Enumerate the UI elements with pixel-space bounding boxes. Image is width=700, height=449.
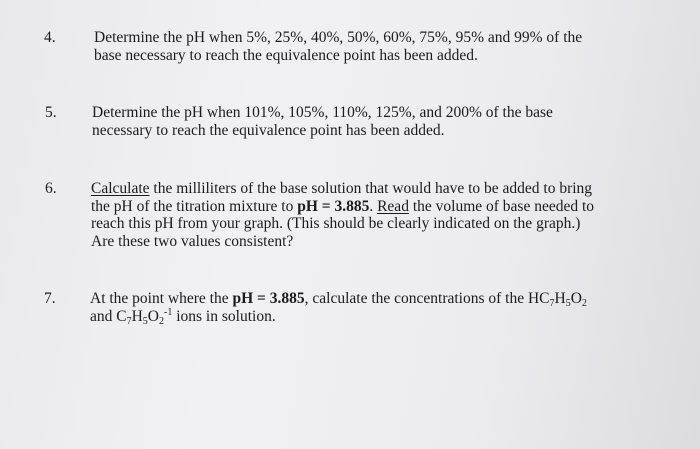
question-line: Are these two values consistent? [91,232,294,250]
underlined-word: Calculate [91,180,150,197]
question-text [91,180,594,250]
question-number: 4. [44,29,56,46]
ph-value: pH = 3.885 [232,290,305,307]
question-line: and $C_7H_5O_2^{-1}$ ions in solution. [90,306,276,327]
question-line: Determine the pH when 101%, 105%, 110%, 125%, and 200% of the base [92,104,553,121]
question-line: At the point where the pH = 3.885, calculate the concentrations of the $HC_7H_5O_2$ [90,290,587,309]
question-line: Calculate the milliliters of the base solution that would have to be added to bring [91,180,593,197]
question-line: reach this pH from your graph. (This should be clearly indicated on the graph.) [91,215,581,232]
question-line: necessary to reach the equivalence point has been added. [92,121,445,139]
question-line: the pH of the titration mixture to pH = 3.885. Read the volume of base needed to [91,197,595,215]
question-number: 5. [45,104,57,121]
question-line: base necessary to reach the equivalence point has been added. [94,46,478,64]
question-line: Determine the pH when 5%, 25%, 40%, 50%, 60%, 75%, 95% and 99% of the [94,29,583,46]
question-text [92,104,553,139]
ph-value: pH = 3.885 [297,197,370,215]
question-number: 7. [44,290,56,307]
question-text [90,290,587,325]
question-number: 6. [45,180,57,197]
underlined-word: Read [377,197,409,215]
question-text [94,29,582,64]
